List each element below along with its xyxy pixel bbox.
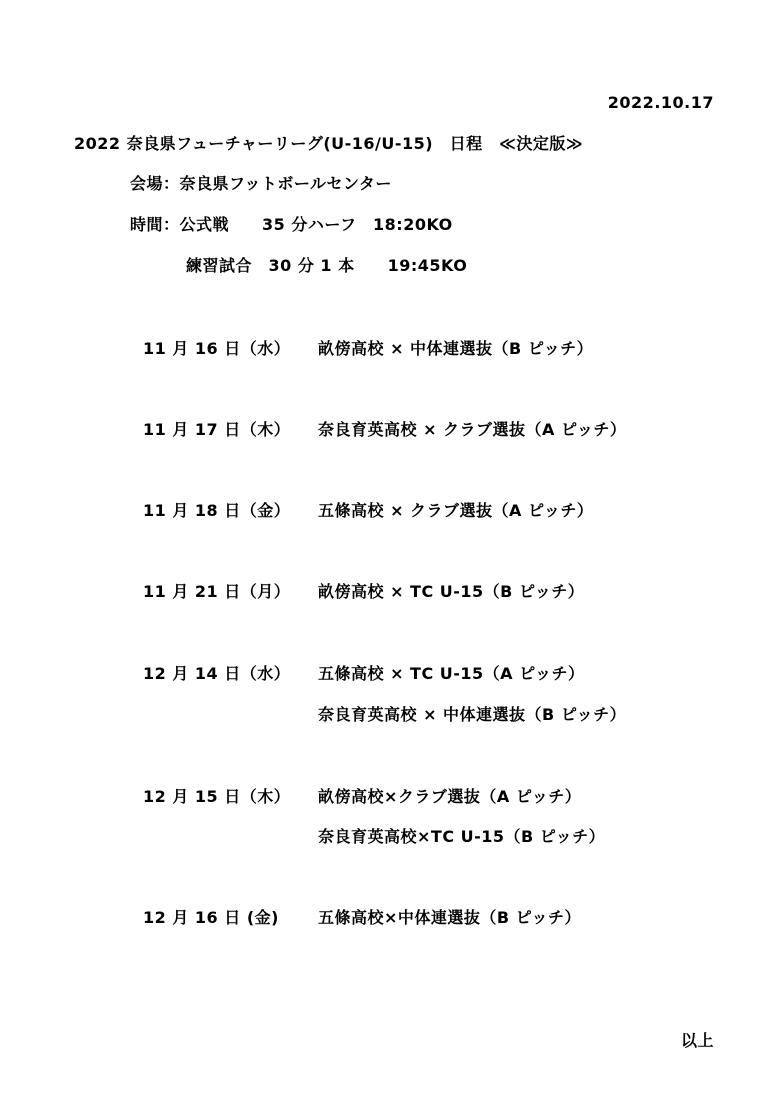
schedule-match: 畝傍高校 × 中体連選抜（B ピッチ） [318,339,594,358]
schedule-date: 12 月 15 日（木） [143,787,291,806]
schedule-match: 五條高校 × TC U-15（A ピッチ） [318,664,585,683]
schedule-date: 11 月 18 日（金） [143,501,291,520]
time-official-line: 時間：公式戦 35 分ハーフ 18:20KO [130,215,453,234]
schedule-match: 奈良育英高校 × クラブ選抜（A ピッチ） [318,420,627,439]
document-title: 2022 奈良県フューチャーリーグ(U-16/U-15) 日程 ≪決定版≫ [74,134,584,153]
schedule-date: 11 月 16 日（水） [143,339,291,358]
schedule-match: 奈良育英高校 × 中体連選抜（B ピッチ） [318,705,627,724]
time-practice-line: 練習試合 30 分 1 本 19:45KO [186,256,468,275]
schedule-date: 12 月 16 日 (金) [143,908,279,927]
schedule-match: 五條高校 × クラブ選抜（A ピッチ） [318,501,594,520]
venue-line: 会場：奈良県フットボールセンター [130,174,392,193]
document-date: 2022.10.17 [607,93,714,112]
schedule-date: 11 月 17 日（木） [143,420,291,439]
schedule-match: 畝傍高校 × TC U-15（B ピッチ） [318,582,585,601]
closing-remark: 以上 [680,1031,714,1050]
schedule-date: 11 月 21 日（月） [143,582,291,601]
schedule-date: 12 月 14 日（水） [143,664,291,683]
schedule-match: 奈良育英高校×TC U-15（B ピッチ） [318,827,606,846]
schedule-match: 畝傍高校×クラブ選抜（A ピッチ） [318,787,582,806]
schedule-match: 五條高校×中体連選抜（B ピッチ） [318,908,582,927]
